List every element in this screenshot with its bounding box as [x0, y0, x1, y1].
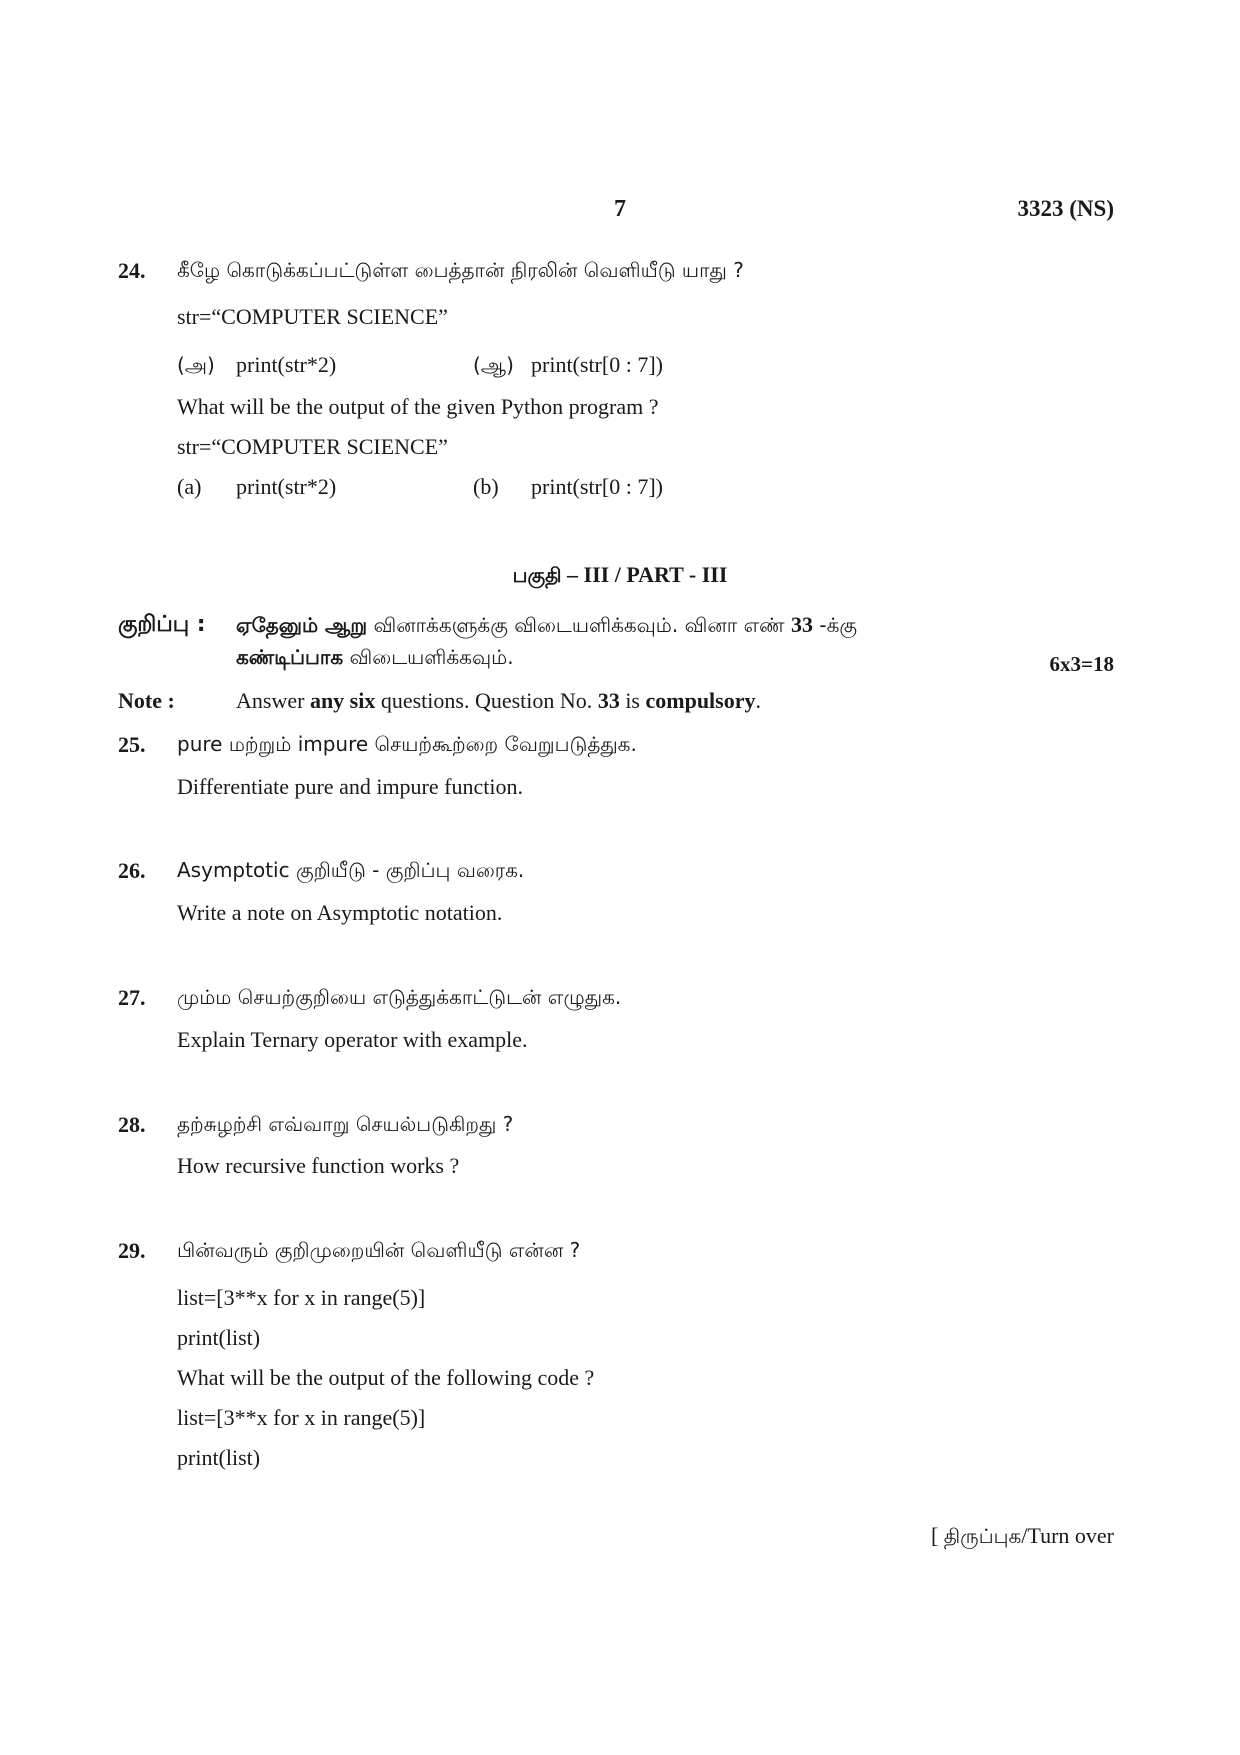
option-b: print(str[0 : 7]): [531, 474, 663, 499]
code-line: str=“COMPUTER SCIENCE”: [177, 304, 448, 329]
option-a: print(str*2): [236, 474, 337, 499]
option-label: (அ): [177, 353, 215, 377]
option-label: (a): [177, 474, 202, 499]
question-number: 29.: [118, 1238, 146, 1263]
marks: 6x3=18: [1049, 652, 1114, 676]
question-text: What will be the output of the following code ?: [177, 1365, 595, 1390]
paper-code: 3323 (NS): [1017, 196, 1114, 221]
section-title-tamil: பகுதி: [512, 563, 562, 587]
question-number: 28.: [118, 1112, 146, 1137]
code-line: print(list): [177, 1325, 261, 1350]
question-number: 27.: [118, 985, 146, 1010]
question-number: 24.: [118, 258, 146, 283]
note-text-tamil: ஏதேனும் ஆறு வினாக்களுக்கு விடையளிக்கவும். வினா எண் 33 -க்கு: [236, 612, 858, 637]
question-number: 26.: [118, 858, 146, 883]
code-line: print(list): [177, 1445, 261, 1470]
note-text-tamil-2: கண்டிப்பாக விடையளிக்கவும்.: [236, 645, 514, 669]
question-text-tamil: பின்வரும் குறிமுறையின் வெளியீடு என்ன ?: [177, 1238, 581, 1262]
section-title: [0, 562, 1240, 590]
code-line: str=“COMPUTER SCIENCE”: [177, 434, 448, 459]
code-line: list=[3**x for x in range(5)]: [177, 1405, 426, 1430]
note-label: Note :: [118, 688, 175, 713]
option-b: print(str[0 : 7]): [531, 352, 663, 377]
question-text-tamil: Asymptotic குறியீடு - குறிப்பு வரைக.: [177, 858, 525, 882]
question-text: How recursive function works ?: [177, 1153, 460, 1178]
note-text: Answer any six questions. Question No. 33 is compulsory.: [236, 688, 761, 713]
separator: –: [567, 562, 579, 587]
note-label-tamil: குறிப்பு :: [118, 612, 206, 637]
question-text: Explain Ternary operator with example.: [177, 1027, 528, 1052]
page-number: 7: [614, 196, 626, 222]
question-text: Differentiate pure and impure function.: [177, 774, 523, 799]
code-line: list=[3**x for x in range(5)]: [177, 1285, 426, 1310]
section-title-english: III / PART - III: [583, 562, 728, 587]
question-text: Write a note on Asymptotic notation.: [177, 900, 503, 925]
question-text-tamil: தற்சுழற்சி எவ்வாறு செயல்படுகிறது ?: [177, 1112, 514, 1136]
option-label: (ஆ): [473, 353, 514, 377]
question-text: What will be the output of the given Python program ?: [177, 394, 659, 419]
question-text-tamil: மும்ம செயற்குறியை எடுத்துக்காட்டுடன் எழுதுக.: [177, 985, 622, 1009]
turn-over-note: [ திருப்புக/Turn over: [930, 1523, 1114, 1548]
question-number: 25.: [118, 732, 146, 757]
option-label: (b): [473, 474, 499, 499]
option-a: print(str*2): [236, 352, 337, 377]
question-text-tamil: pure மற்றும் impure செயற்கூற்றை வேறுபடுத்துக.: [177, 732, 637, 756]
question-text-tamil: கீழே கொடுக்கப்பட்டுள்ள பைத்தான் நிரலின் வெளியீடு யாது ?: [177, 258, 744, 282]
